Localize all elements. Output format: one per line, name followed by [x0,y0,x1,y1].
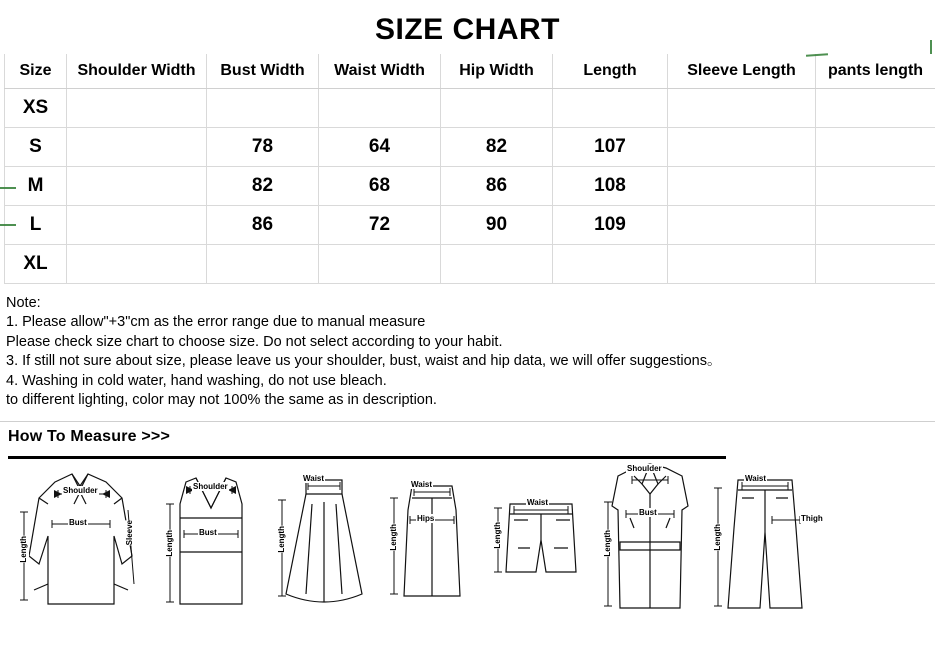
cell-length [553,244,668,283]
label-length: Length [277,525,286,553]
cell-length: 107 [553,127,668,166]
label-shoulder: Shoulder [63,485,98,495]
table-row [5,166,935,205]
cell-hip: 90 [441,205,553,244]
long-coat-illustration [600,458,702,614]
header-length: Length [553,54,668,88]
cell-waist: 64 [319,127,441,166]
notes-section [0,284,935,411]
figure-long-coat [600,458,702,614]
scan-mark-green-3 [0,224,16,226]
cell-length: 109 [553,205,668,244]
label-bust: Bust [199,527,217,537]
cell-bust: 86 [207,205,319,244]
size-chart-table-wrap [0,54,935,284]
header-size: Size [5,54,67,88]
figure-shorts [488,464,592,614]
cell-hip [441,88,553,127]
cell-sleeve [668,88,816,127]
label-thigh: Thigh [801,513,823,523]
table-header [5,54,935,88]
label-bust: Bust [639,507,657,517]
note-line-4: 4. Washing in cold water, hand washing, do not use bleach. [6,372,387,389]
measure-figures [0,446,935,614]
cell-size: XL [5,244,67,283]
header-hip-width: Hip Width [441,54,553,88]
scan-mark-green-4 [930,40,932,54]
note-line-5: to different lighting, color may not 100% the same as in description. [6,392,437,408]
cell-shoulder [67,88,207,127]
label-length: Length [713,523,722,551]
label-shoulder: Shoulder [193,481,228,491]
cell-pants [816,127,935,166]
header-sleeve-length: Sleeve Length [668,54,816,88]
cell-sleeve [668,127,816,166]
label-waist: Waist [411,479,433,489]
label-hips: Hips [417,513,435,523]
header-waist-width: Waist Width [319,54,441,88]
header-bust-width: Bust Width [207,54,319,88]
label-bust: Bust [69,517,87,527]
shorts-illustration [488,464,592,614]
cell-shoulder [67,166,207,205]
label-length: Length [493,521,502,549]
header-pants-length: pants length [816,54,935,88]
table-row [5,244,935,283]
table-row [5,205,935,244]
how-to-measure-section [0,421,935,614]
cell-pants [816,244,935,283]
cell-length: 108 [553,166,668,205]
note-line-3: 3. If still not sure about size, please leave us your shoulder, bust, waist and hip data, we will offer suggestions。 [6,353,722,369]
cell-pants [816,88,935,127]
cell-size: L [5,205,67,244]
how-to-measure-title: How To Measure >>> [8,427,171,445]
size-chart-table [4,54,935,284]
figure-pants [710,458,822,614]
cell-size: S [5,127,67,166]
cell-shoulder [67,127,207,166]
table-row [5,88,935,127]
label-length: Length [165,529,174,557]
cell-sleeve [668,205,816,244]
cell-hip: 86 [441,166,553,205]
cell-length [553,88,668,127]
notes-heading: Note: [6,294,41,311]
table-header-row [5,54,935,88]
cell-waist [319,88,441,127]
label-sleeve: Sleeve [125,519,134,545]
figure-skirt-straight [384,464,480,614]
cell-bust: 78 [207,127,319,166]
cell-hip [441,244,553,283]
figure-skirt-flare [272,464,376,614]
label-waist: Waist [745,473,767,483]
cell-size: XS [5,88,67,127]
cell-sleeve [668,166,816,205]
label-length: Length [603,529,612,557]
cell-pants [816,166,935,205]
cell-waist [319,244,441,283]
cell-shoulder [67,244,207,283]
figure-camisole [158,464,264,614]
cell-bust: 82 [207,166,319,205]
label-shoulder: Shoulder [627,463,662,473]
cell-hip: 82 [441,127,553,166]
header-shoulder-width: Shoulder Width [67,54,207,88]
scan-mark-green-2 [0,187,16,189]
cell-bust [207,244,319,283]
note-line-1: 1. Please allow"+3"cm as the error range due to manual measure [6,314,426,330]
cell-waist: 72 [319,205,441,244]
table-body [5,88,935,283]
figure-blouse [10,464,150,614]
label-waist: Waist [303,473,325,483]
label-waist: Waist [527,497,549,507]
note-line-2: Please check size chart to choose size. Do not select according to your habit. [6,333,503,350]
skirt-flare-illustration [272,464,376,614]
cell-shoulder [67,205,207,244]
table-row [5,127,935,166]
cell-pants [816,205,935,244]
label-length: Length [389,523,398,551]
page-title: SIZE CHART [375,13,560,46]
cell-sleeve [668,244,816,283]
cell-waist: 68 [319,166,441,205]
cell-size: M [5,166,67,205]
cell-bust [207,88,319,127]
label-length: Length [19,535,28,563]
